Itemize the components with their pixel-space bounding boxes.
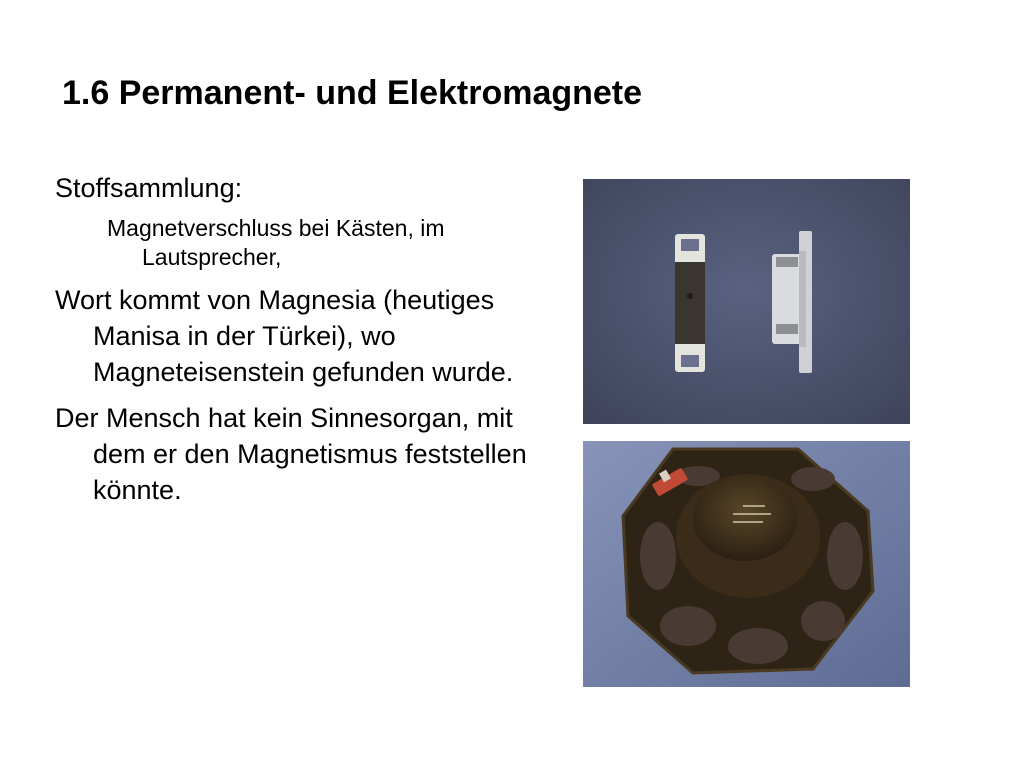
paragraph-magnesia: Wort kommt von Magnesia (heutiges Manisa in der Türkei), wo Magneteisenstein gefunden wurde.: [55, 285, 514, 387]
slide-title: 1.6 Permanent- und Elektromagnete: [62, 74, 643, 112]
slide-body: [55, 170, 535, 508]
magnet-catch-image: [583, 179, 910, 424]
magnet-catch-photo: [583, 179, 910, 424]
paragraph-sinnesorgan: Der Mensch hat kein Sinnesorgan, mit dem er den Magnetismus feststellen könnte.: [55, 403, 527, 505]
loudspeaker-photo: [583, 441, 910, 687]
magnet-plate: [675, 234, 705, 372]
loudspeaker-image: [583, 441, 910, 687]
sub-item-text: Magnetverschluss bei Kästen, im Lautsprecher,: [107, 215, 445, 270]
stoffsammlung-heading: Stoffsammlung:: [55, 173, 243, 203]
